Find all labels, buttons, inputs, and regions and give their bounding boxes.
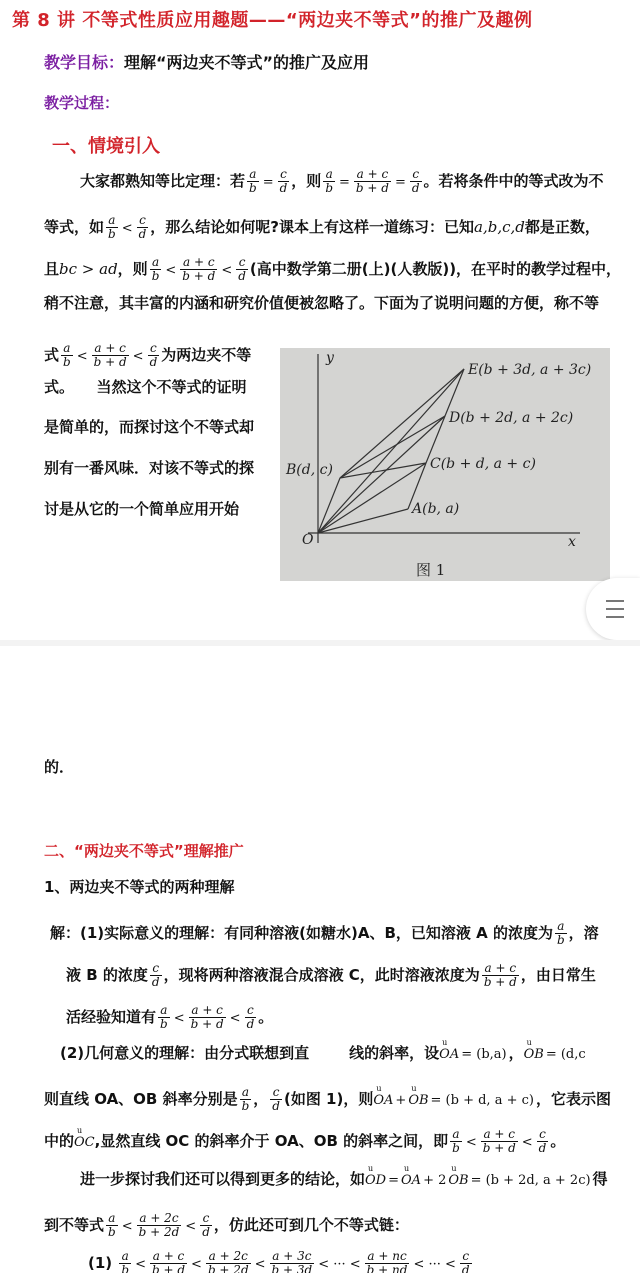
menu-icon bbox=[606, 608, 624, 610]
fraction: $\frac{a}{b}$ bbox=[249, 167, 257, 195]
subsection-heading: 1、两边夹不等式的两种理解 bbox=[44, 878, 235, 896]
fraction: $\frac{a}{b}$ bbox=[160, 1003, 168, 1031]
math-run: = (b,a) bbox=[461, 1047, 507, 1062]
text-run: 式 bbox=[44, 346, 60, 364]
menu-icon bbox=[606, 616, 624, 618]
text-run: ,显然直线 OC 的斜率介于 OA、OB 的斜率之间，即 bbox=[94, 1132, 449, 1150]
teaching-goal-label: 教学目标： bbox=[44, 53, 125, 72]
text-run: 解：(1)实际意义的理解：有同种溶液(如糖水)A、B，已知溶液 A 的浓度为 bbox=[50, 924, 553, 942]
x-axis-label: x bbox=[568, 534, 576, 550]
lesson-title: 第 8 讲 不等式性质应用趣题——“两边夹不等式”的推广及趣例 bbox=[12, 10, 533, 31]
fraction: $\frac{c}{d}$ bbox=[246, 1003, 255, 1031]
teaching-goal bbox=[44, 50, 369, 73]
fraction: $\frac{a}{b}$ bbox=[151, 255, 160, 283]
paragraph-line: 是简单的，而探讨这个不等式却 bbox=[44, 418, 255, 436]
paragraph-line: (2)几何意义的理解：由分式联想到直 线的斜率，设u OA = (b,a) ，u OB = (d,c bbox=[60, 1046, 588, 1061]
fraction: $\frac{a + c}{b + d}$ bbox=[93, 341, 127, 369]
y-axis-label: y bbox=[326, 350, 334, 366]
point-a-label: A(b, a) bbox=[412, 501, 460, 517]
text-run: ，则 bbox=[291, 172, 322, 190]
paragraph-line: 的． bbox=[44, 758, 75, 776]
figure-caption: 图 1 bbox=[416, 561, 446, 579]
fraction: $\frac{c}{d}$ bbox=[149, 341, 158, 369]
fraction: $\frac{c}{d}$ bbox=[538, 1127, 547, 1155]
text-run: 。 bbox=[550, 1132, 566, 1150]
origin-label: O bbox=[302, 532, 314, 548]
paragraph-line bbox=[50, 920, 599, 947]
fraction: $\frac{a}{b}$ bbox=[108, 1211, 116, 1239]
text-run: ，溶 bbox=[568, 924, 599, 942]
text-run: ，仿此还可到几个不等式链： bbox=[213, 1216, 409, 1234]
math-run: a,b,c,d bbox=[474, 218, 525, 236]
section-two-heading: 二、“两边夹不等式”理解推广 bbox=[44, 842, 244, 860]
teaching-goal-text: 理解“两边夹不等式”的推广及应用 bbox=[124, 53, 370, 72]
text-run: 得 bbox=[592, 1170, 608, 1188]
fraction: $\frac{a}{b}$ bbox=[452, 1127, 460, 1155]
text-run: ，那么结论如何呢?课本上有这样一道练习：已知 bbox=[150, 218, 475, 236]
fraction: $\frac{c}{d}$ bbox=[238, 255, 246, 283]
math-run: = (b + d, a + c) bbox=[430, 1093, 534, 1108]
fraction: $\frac{a + c}{b + d}$ bbox=[182, 255, 216, 283]
text-run: 活经验知道有 bbox=[66, 1008, 157, 1026]
text-run: (高中数学第二册(上)(人教版))，在平时的教学过程中， bbox=[249, 260, 622, 278]
math-run: bc > ad bbox=[59, 260, 118, 278]
text-run: 到不等式 bbox=[44, 1216, 105, 1234]
point-e-label: E(b + 3d, a + 3c) bbox=[468, 362, 592, 378]
fraction: $\frac{a + c}{b + d}$ bbox=[355, 167, 389, 195]
paragraph-line bbox=[66, 962, 596, 989]
text-run: 线的斜率，设 bbox=[349, 1044, 440, 1062]
text-run: 且 bbox=[44, 260, 60, 278]
figure-1 bbox=[280, 348, 610, 581]
text-run: ，由日常生 bbox=[520, 966, 596, 984]
paragraph-line: 活经验知道有 $\frac{a}{b}$ < $\frac{a + c}{b + d}$ < $\frac{c}{d}$ 。 bbox=[66, 1003, 274, 1031]
fraction: $\frac{a}{b}$ bbox=[121, 1249, 130, 1273]
text-run: 则直线 OA、OB 斜率分别是 bbox=[44, 1090, 238, 1108]
fraction: $\frac{a + 3c}{b + 3d}$ bbox=[271, 1249, 313, 1273]
text-run: (2)几何意义的理解：由分式联想到直 bbox=[60, 1044, 310, 1062]
text-run: ，它表示图 bbox=[535, 1090, 611, 1108]
paragraph-line: 进一步探讨我们还可以得到更多的结论，如u OD =u OA + 2u OB = (b + 2d, a + 2c) 得 bbox=[80, 1172, 608, 1187]
text-run: 液 B 的浓度 bbox=[66, 966, 148, 984]
fraction: $\frac{a + c}{b + d}$ bbox=[190, 1003, 224, 1031]
menu-icon bbox=[606, 600, 624, 602]
paragraph-line: 讨是从它的一个简单应用开始 bbox=[44, 500, 240, 518]
text-run: (如图 1)，则 bbox=[283, 1090, 374, 1108]
text-run: ，则 bbox=[117, 260, 148, 278]
fraction: $\frac{c}{d}$ bbox=[138, 213, 147, 241]
teaching-process-label: 教学过程： bbox=[44, 94, 120, 112]
paragraph-line: 大家都熟知等比定理：若 $\frac{a}{b}$ = $\frac{c}{d}$ ，则 $\frac{a}{b}$ = $\frac{a + c}{b + d}$ = $\frac{c}{d}$ 。若将条件中的等式改为不 bbox=[80, 167, 604, 195]
text-run: 大家都熟知等比定理：若 bbox=[80, 172, 246, 190]
fraction: $\frac{a + c}{b + d}$ bbox=[482, 1127, 516, 1155]
paragraph-line: 等式，如 $\frac{a}{b}$ < $\frac{c}{d}$ ，那么结论如何呢?课本上有这样一道练习：已知a,b,c,d都是正数， bbox=[44, 213, 600, 241]
text-run: ，现将两种溶液混合成溶液 C，此时溶液浓度为 bbox=[163, 966, 480, 984]
fraction: $\frac{a + c}{b + d}$ bbox=[151, 1249, 186, 1273]
text-run: 。若将条件中的等式改为不 bbox=[423, 172, 604, 190]
fraction: $\frac{a}{b}$ bbox=[556, 919, 565, 947]
text-run: 都是正数， bbox=[524, 218, 600, 236]
point-d-label: D(b + 2d, a + 2c) bbox=[449, 410, 574, 426]
paragraph-line: 别有一番风味．对该不等式的探 bbox=[44, 459, 255, 477]
fraction: $\frac{c}{d}$ bbox=[461, 1249, 470, 1273]
paragraph-line: 则直线 OA、OB 斜率分别是 $\frac{a}{b}$ ， $\frac{c}{d}$ (如图 1)，则u OA +u OB = (b + d, a + c) ，它表示图 bbox=[44, 1086, 611, 1113]
text-run: 等式，如 bbox=[44, 218, 105, 236]
fraction: $\frac{a + c}{b + d}$ bbox=[483, 961, 517, 989]
paragraph-line: 稍不注意，其丰富的内涵和研究价值便被忽略了。下面为了说明问题的方便，称不等 bbox=[44, 294, 600, 312]
page-break-separator bbox=[0, 640, 640, 646]
point-b-label: B(d, c) bbox=[286, 462, 333, 478]
fraction: $\frac{a}{b}$ bbox=[325, 167, 333, 195]
paragraph-line: 式。 当然这个不等式的证明 bbox=[44, 378, 247, 396]
fraction: $\frac{c}{d}$ bbox=[411, 167, 420, 195]
paragraph-line: 且bc > ad，则 $\frac{a}{b}$ < $\frac{a + c}{b + d}$ < $\frac{c}{d}$ (高中数学第二册(上)(人教版))，在平时的教学过程中， bbox=[44, 255, 622, 283]
text-run: (1) bbox=[88, 1254, 113, 1272]
fraction: $\frac{a}{b}$ bbox=[241, 1085, 250, 1113]
paragraph-line: 到不等式 $\frac{a}{b}$ < $\frac{a + 2c}{b + 2d}$ < $\frac{c}{d}$ ，仿此还可到几个不等式链： bbox=[44, 1211, 409, 1239]
text-run: 进一步探讨我们还可以得到更多的结论，如 bbox=[80, 1170, 366, 1188]
fraction: $\frac{a + nc}{b + nd}$ bbox=[366, 1249, 408, 1273]
paragraph-line: 中的u OC,显然直线 OC 的斜率介于 OA、OB 的斜率之间，即 $\frac{a}{b}$ < $\frac{a + c}{b + d}$ < $\frac{c}{d}$ 。 bbox=[44, 1128, 565, 1155]
fraction: $\frac{c}{d}$ bbox=[279, 167, 288, 195]
text-run: 。 bbox=[258, 1008, 274, 1026]
section-one-heading: 一、情境引入 bbox=[52, 136, 160, 157]
text-run: 中的 bbox=[44, 1132, 75, 1150]
fraction: $\frac{c}{d}$ bbox=[151, 961, 160, 989]
fraction: $\frac{a + 2c}{b + 2d}$ bbox=[207, 1249, 249, 1273]
fraction: $\frac{a}{b}$ bbox=[63, 341, 71, 369]
inequality-chain: (1) $\frac{a}{b}$ < $\frac{a + c}{b + d}$ < $\frac{a + 2c}{b + 2d}$ < $\frac{a + 3c}{b + 3d}$ < ··· < $\frac{a + nc}{b + nd}$ < ··· < $\frac{c}{d}$ bbox=[88, 1250, 474, 1273]
math-run: = (b + 2d, a + 2c) bbox=[470, 1173, 591, 1188]
text-run: ， bbox=[253, 1090, 269, 1108]
paragraph-line: 式 $\frac{a}{b}$ < $\frac{a + c}{b + d}$ < $\frac{c}{d}$ 为两边夹不等 bbox=[44, 341, 252, 369]
math-run: = (d,c bbox=[545, 1047, 586, 1062]
figure-diagram bbox=[280, 348, 610, 581]
fraction: $\frac{a + 2c}{b + 2d}$ bbox=[138, 1211, 180, 1239]
fraction: $\frac{c}{d}$ bbox=[202, 1211, 210, 1239]
fraction: $\frac{a}{b}$ bbox=[108, 213, 116, 241]
fraction: $\frac{c}{d}$ bbox=[272, 1085, 280, 1113]
text-run: 为两边夹不等 bbox=[161, 346, 252, 364]
point-c-label: C(b + d, a + c) bbox=[430, 456, 536, 472]
text-run: ， bbox=[508, 1044, 524, 1062]
floating-menu-button[interactable] bbox=[586, 578, 640, 640]
